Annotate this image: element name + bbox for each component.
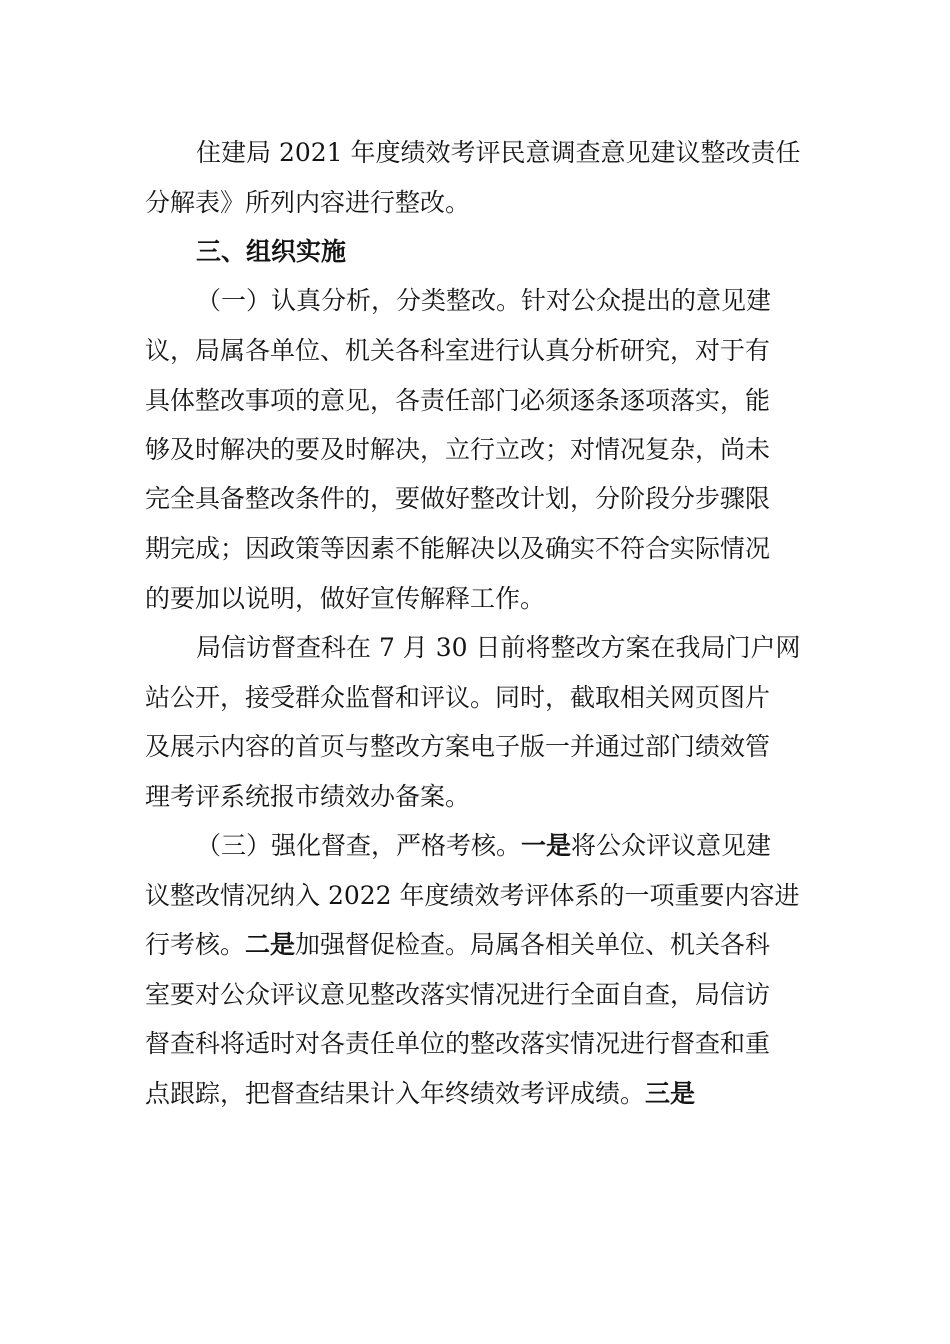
para2-lead: （一）认真分析，分类整改。 [196,286,522,315]
para1-line2: 分解表》所列内容进行整改。 [145,188,471,217]
para3-line3: 及展示内容的首页与整改方案电子版一并通过部门绩效管 [145,732,771,761]
para2-line1 [196,285,771,317]
para1-line1: 住建局 2021 年度绩效考评民意调查意见建议整改责任 [196,138,801,167]
para4-line1-rest: 将公众评议意见建 [571,831,772,860]
para2-line7: 的要加以说明，做好宣传解释工作。 [145,584,546,613]
para2-line2: 议，局属各单位、机关各科室进行认真分析研究，对于有 [145,336,771,365]
para4-bold-first: 一是 [521,831,572,860]
para4-lead: （三）强化督查，严格考核。 [196,831,522,860]
para2-line6: 期完成；因政策等因素不能解决以及确实不符合实际情况 [145,534,771,563]
para2-line4: 够及时解决的要及时解决，立行立改；对情况复杂，尚未 [145,435,771,464]
para3-line2: 站公开，接受群众监督和评议。同时，截取相关网页图片 [145,683,771,712]
para3-line1: 局信访督查科在 7 月 30 日前将整改方案在我局门户网 [196,633,801,662]
para4-line2: 议整改情况纳入 2022 年度绩效考评体系的一项重要内容进 [145,881,800,910]
para4-bold-third: 三是 [645,1079,696,1108]
para4-line6-a: 点跟踪，把督查结果计入年终绩效考评成绩。 [145,1079,646,1108]
para2-line3: 具体整改事项的意见，各责任部门必须逐条逐项落实，能 [145,386,771,415]
para4-line3-b: 加强督促检查。局属各相关单位、机关各科 [295,930,771,959]
para4-line3-a: 行考核。 [145,930,246,959]
para4-line3 [145,929,770,961]
para3-line4: 理考评系统报市绩效办备案。 [145,782,471,811]
para4-line4: 室要对公众评议意见整改落实情况进行全面自查，局信访 [145,980,771,1009]
para2-line5: 完全具备整改条件的，要做好整改计划，分阶段分步骤限 [145,484,771,513]
para4-line1 [196,830,771,862]
para4-line6 [145,1078,695,1110]
para2-line1-rest: 针对公众提出的意见建 [521,286,772,315]
section-heading: 三、组织实施 [196,237,347,266]
para4-bold-second: 二是 [245,930,296,959]
para4-line5: 督查科将适时对各责任单位的整改落实情况进行督查和重 [145,1029,771,1058]
